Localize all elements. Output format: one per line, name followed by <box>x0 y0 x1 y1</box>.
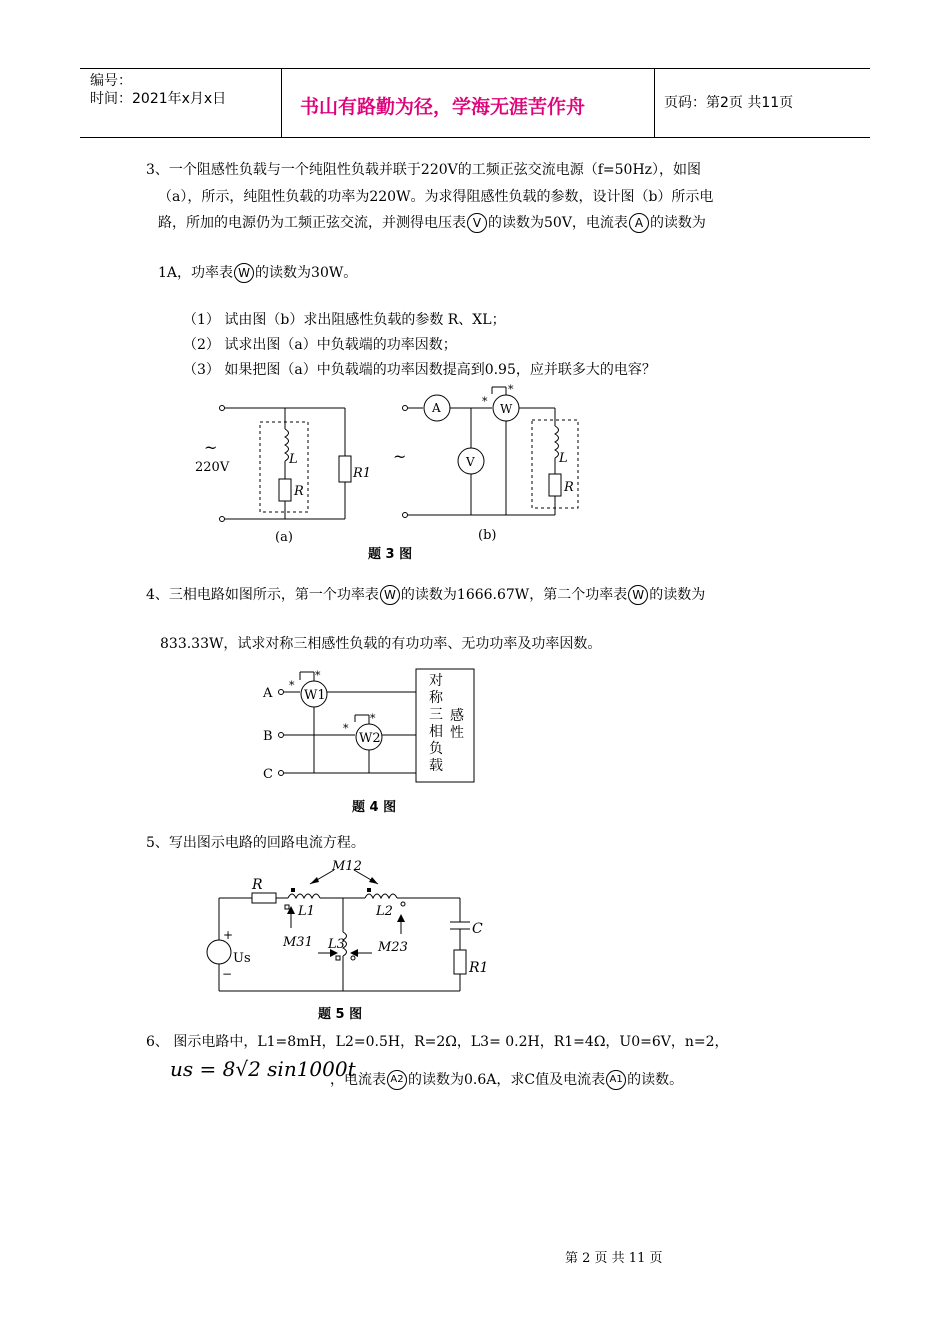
ac-source-symbol: ~ <box>204 438 218 457</box>
inductor-l1-label: L1 <box>298 904 315 919</box>
figure-4-caption: 题 4 图 <box>352 800 397 815</box>
mutual-m23-label: M23 <box>378 940 408 955</box>
phase-a-label: A <box>263 686 273 701</box>
q3-line3: 路，所加的电源仍为工频正弦交流，并测得电压表 V 的读数为50V，电流表 A 的读数为 <box>158 215 706 231</box>
inductor-label-b: L <box>559 451 568 466</box>
resistor-label-a: R <box>294 484 304 499</box>
header-motto: 书山有路勤为径，学海无涯苦作舟 <box>300 96 586 118</box>
polarity-star: * <box>482 395 488 408</box>
time-label: 时间：2021年x月x日 <box>90 91 227 107</box>
resistor-label-b: R <box>564 480 574 495</box>
resistor-r-label: R <box>252 877 263 893</box>
q4-line1: 4、三相电路如图所示，第一个功率表 W 的读数为1666.67W，第二个功率表 W 的读数为 <box>146 587 706 603</box>
source-voltage-label: 220V <box>195 460 230 475</box>
figure-3-caption: 题 3 图 <box>368 547 413 562</box>
wattmeter-symbol-icon: W <box>628 585 648 605</box>
ammeter-a: A <box>432 401 441 415</box>
ammeter-a2-symbol-icon: A2 <box>387 1070 407 1090</box>
ac-source-symbol-b: ~ <box>393 447 407 466</box>
wattmeter-symbol-icon: W <box>380 585 400 605</box>
q5-line1: 5、写出图示电路的回路电流方程。 <box>146 835 365 851</box>
q6-line1: 6、 图示电路中，L1=8mH，L2=0.5H，R=2Ω，L3= 0.2H，R1=4Ω，U0=6V，n=2， <box>146 1034 729 1050</box>
wattmeter-w1: W1 <box>304 688 326 703</box>
source-minus-label: − <box>222 967 233 981</box>
figure-a-label: (a) <box>275 530 293 545</box>
source-us-label: Us <box>233 951 251 966</box>
mutual-m12-label: M12 <box>332 859 362 874</box>
q6-line2: ，电流表 A2 的读数为0.6A，求C值及电流表 A1 的读数。 <box>330 1072 684 1088</box>
q3-sub3: （3） 如果把图（a）中负载端的功率因数提高到0.95，应并联多大的电容？ <box>183 362 656 378</box>
polarity-star: * <box>508 384 514 396</box>
q4-line2: 833.33W，试求对称三相感性负载的有功功率、无功功率及功率因数。 <box>160 636 602 652</box>
q3-line4: 1A，功率表 W 的读数为30W。 <box>158 265 358 281</box>
resistor-r1-label: R1 <box>469 960 489 976</box>
figure-5-caption: 题 5 图 <box>318 1007 363 1022</box>
resistor-r1-label: R1 <box>353 466 372 481</box>
load-label-col2: 感 性 <box>450 708 464 741</box>
capacitor-c-label: C <box>472 921 483 937</box>
phase-b-label: B <box>263 729 273 744</box>
wattmeter-w: W <box>500 402 513 416</box>
header-divider <box>281 69 282 137</box>
ammeter-symbol-icon: A <box>629 213 649 233</box>
inductor-l2-label: L2 <box>376 904 393 919</box>
q3-line1: 3、一个阻感性负载与一个纯阻性负载并联于220V的工频正弦交流电源（f=50Hz），如图 <box>146 162 702 178</box>
serial-label: 编号： <box>90 73 132 89</box>
figure-5-circuit <box>200 852 500 1002</box>
q3-line2: （a），所示，纯阻性负载的功率为220W。为求得阻感性负载的参数，设计图（b）所示电 <box>158 189 714 205</box>
phase-c-label: C <box>263 767 273 782</box>
polarity-star: * <box>315 669 321 682</box>
ammeter-a1-symbol-icon: A1 <box>606 1070 626 1090</box>
polarity-star: * <box>343 722 349 735</box>
wattmeter-w2: W2 <box>359 731 381 746</box>
wattmeter-symbol-icon: W <box>234 263 254 283</box>
polarity-star: * <box>289 679 295 692</box>
inductor-l3-label: L3 <box>328 937 345 952</box>
page-info: 页码：第2页 共11页 <box>664 95 794 111</box>
load-label-col1: 对 称 三 相 负 载 <box>429 673 443 774</box>
mutual-m31-label: M31 <box>283 935 313 950</box>
figure-3-circuit <box>190 384 590 564</box>
header-divider <box>654 69 655 137</box>
figure-b-label: (b) <box>478 528 497 543</box>
q3-sub1: （1） 试由图（b）求出阻感性负载的参数 R、XL； <box>183 312 506 328</box>
voltmeter-symbol-icon: V <box>467 213 487 233</box>
page-footer: 第 2 页 共 11 页 <box>565 1251 663 1266</box>
q6-formula: us = 8√2 sin1000t <box>170 1057 356 1081</box>
source-plus-label: + <box>223 928 234 942</box>
q3-sub2: （2） 试求出图（a）中负载端的功率因数； <box>183 337 457 353</box>
polarity-star: * <box>370 712 376 725</box>
voltmeter-v: V <box>466 455 475 469</box>
inductor-label-a: L <box>289 452 298 467</box>
